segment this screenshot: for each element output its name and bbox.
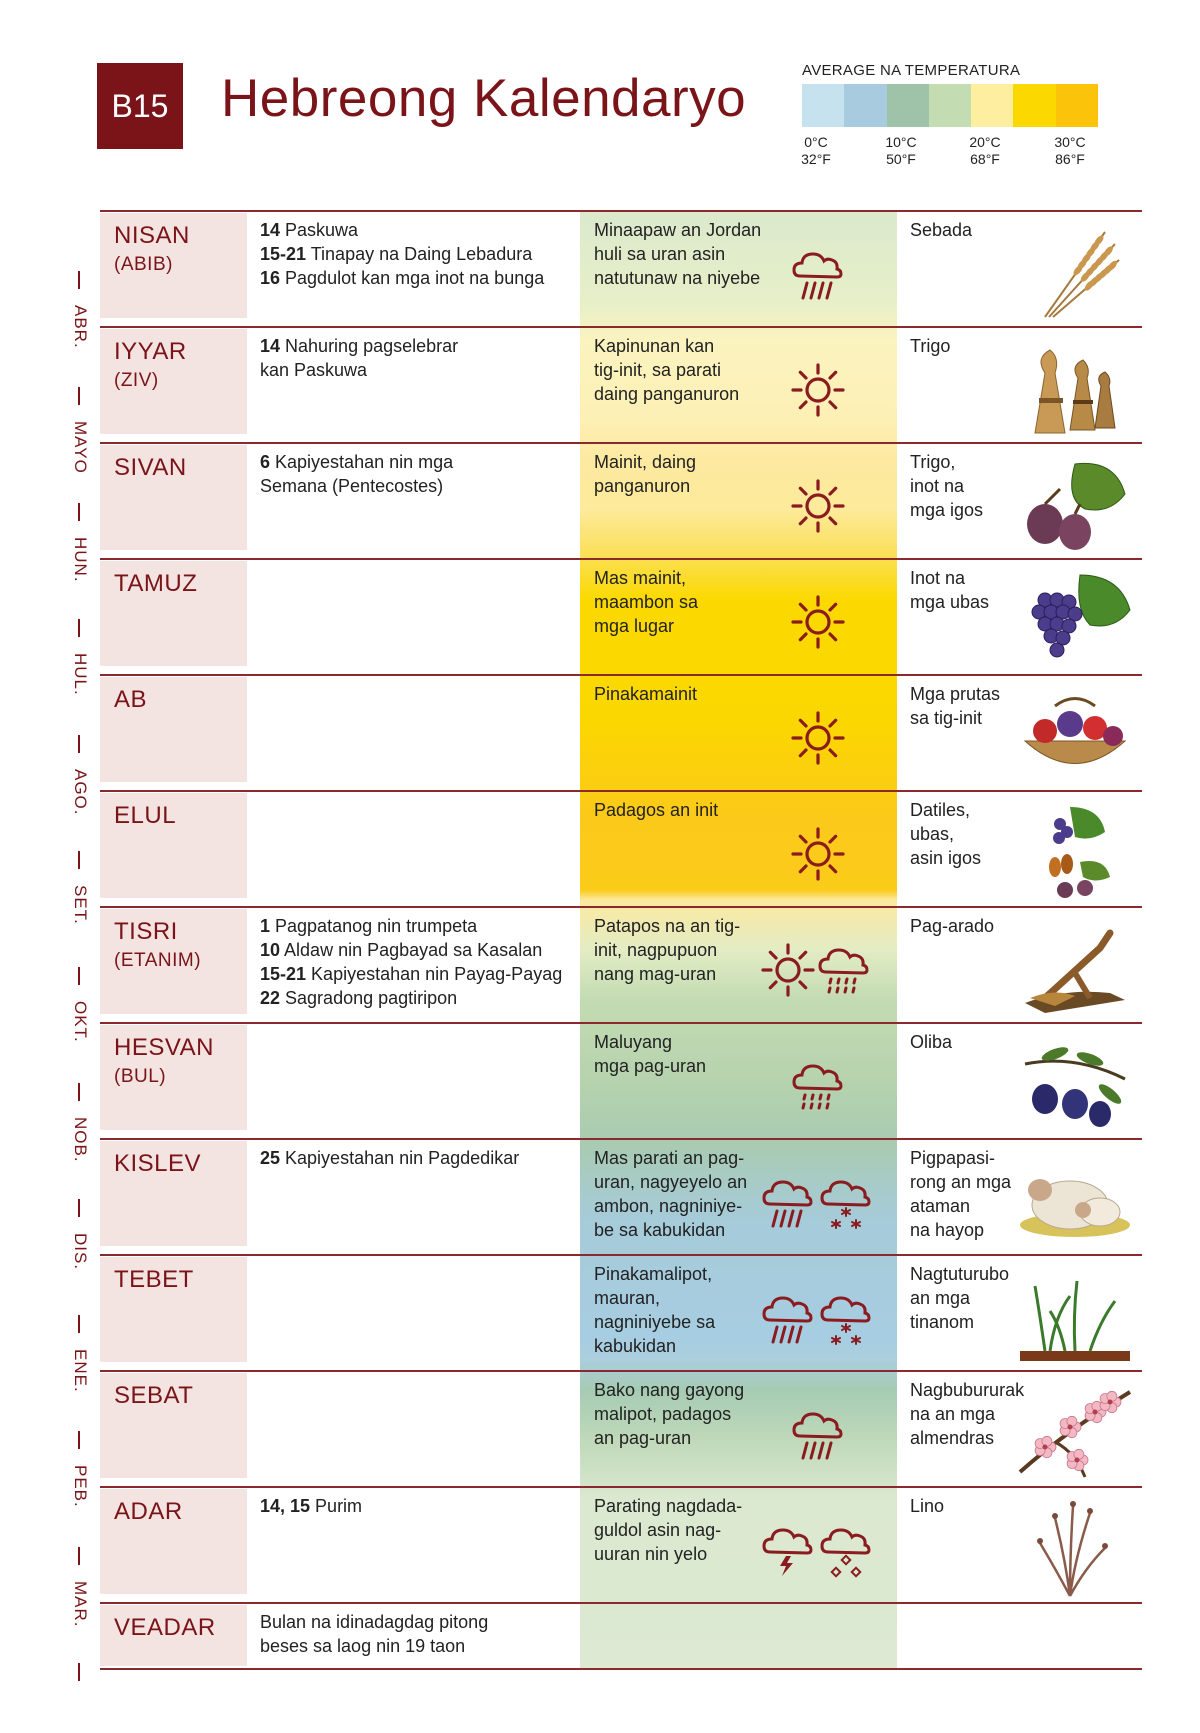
month-row-tebet [100,1254,1142,1370]
festival-text: beses sa laog nin 19 taon [260,1636,466,1656]
rain-cloud-icon [760,1290,816,1351]
month-name-cell [100,909,247,1014]
hebrew-month-name: VEADAR [114,1614,216,1641]
festival-text: Bulan na idinadagdag pitong [260,1612,489,1632]
climate-description: Maluyang mga pag-uran [594,1032,707,1076]
month-boundary-tick [78,387,80,405]
hebrew-month-name: AB [114,686,148,713]
agricultural-activity: Datiles, ubas, asin igos [910,800,982,868]
sun-icon [790,478,846,539]
hebrew-month-alt-name: (ABIB) [114,254,173,275]
festival-event [260,266,590,290]
festival-text: Tinapay na Daing Lebadura [306,244,533,264]
festival-text: Kapiyestahan nin Pagdedikar [280,1148,520,1168]
legend-swatch [844,84,886,127]
month-boundary-tick [78,503,80,521]
festival-text: Aldaw nin Pagbayad sa Kasalan [280,940,543,960]
month-boundary-tick [78,735,80,753]
gregorian-month-label: MAYO [71,421,90,474]
festival-day: 10 [260,940,281,960]
hebrew-month-name: SEBAT [114,1382,194,1409]
hebrew-month-name: TEBET [114,1266,194,1293]
month-row-veadar [100,1602,1142,1668]
month-row-iyyar [100,326,1142,442]
month-row-tisri [100,906,1142,1022]
festival-day: 14 [260,220,281,240]
hail-cloud-icon [818,1522,874,1583]
climate-description: Mas parati an pag- uran, nagyeyelo an ambon, nagniniye- be sa kabukidan [594,1148,748,1240]
gregorian-month-label: SET. [71,885,90,925]
month-boundary-tick [78,1199,80,1217]
festival-events [260,1146,590,1170]
month-name-cell [100,677,247,782]
month-boundary-tick [78,1663,80,1681]
hebrew-month-name: ADAR [114,1498,183,1525]
festival-day: 1 [260,916,271,936]
month-boundary-tick [78,619,80,637]
climate-description: Patapos na an tig- init, nagpupuon nang mag-uran [594,916,741,984]
hebrew-month-name: NISAN [114,222,190,249]
hebrew-month-name: KISLEV [114,1150,202,1177]
legend-tick-label: 0°C 32°F [801,134,831,167]
festival-event [260,1610,590,1658]
month-name-cell [100,445,247,550]
agricultural-activity: Oliba [910,1032,953,1052]
month-name-cell [100,213,247,318]
agricultural-activity: Lino [910,1496,945,1516]
festival-events [260,1494,590,1518]
festival-event [260,914,590,938]
festival-text: Kapiyestahan nin Payag-Payag [306,964,563,984]
hebrew-month-name: HESVAN [114,1034,214,1061]
month-row-kislev [100,1138,1142,1254]
flax-icon [1015,1498,1135,1603]
month-name-cell [100,1489,247,1594]
festival-event [260,962,590,986]
dates-grapes-figs-icon [1015,802,1135,907]
hebrew-month-alt-name: (ZIV) [114,370,159,391]
month-name-cell [100,329,247,434]
month-name-cell [100,561,247,666]
sheep-icon [1015,1150,1135,1255]
agricultural-activity: Trigo [910,336,951,356]
climate-description: Kapinunan kan tig-init, sa parati daing panganuron [594,336,740,404]
gregorian-month-label: AGO. [71,769,90,816]
festival-text: kan Paskuwa [260,360,368,380]
drizzle-cloud-icon [790,1058,846,1119]
month-boundary-tick [78,1431,80,1449]
gregorian-month-label: NOB. [71,1117,90,1163]
month-name-cell [100,1373,247,1478]
month-boundary-tick [78,967,80,985]
festival-event [260,450,590,498]
drizzle-cloud-icon [816,942,872,1003]
climate-description: Mainit, daing panganuron [594,452,697,496]
festival-day: 15-21 [260,244,307,264]
agricultural-activity: Sebada [910,220,973,240]
month-boundary-tick [78,1315,80,1333]
festival-event [260,242,590,266]
festival-text: Pagpatanog nin trumpeta [270,916,478,936]
rain-cloud-icon [790,1406,846,1467]
legend-swatch [1013,84,1055,127]
gregorian-month-label: ENE. [71,1349,90,1393]
legend-swatch [887,84,929,127]
barley-icon [1015,222,1135,327]
agricultural-activity: Mga prutas sa tig-init [910,684,1001,728]
fruit-basket-icon [1015,686,1135,791]
month-row-elul [100,790,1142,906]
climate-description: Parating nagdada- guldol asin nag- uuran nin yelo [594,1496,743,1564]
legend-tick-label: 30°C 86°F [1054,134,1086,167]
festival-event [260,334,590,382]
month-name-cell [100,1141,247,1246]
hebrew-month-name: TISRI [114,918,178,945]
wheat-sheaves-icon [1015,338,1135,443]
legend-swatch [971,84,1013,127]
festival-day: 6 [260,452,271,472]
festival-text: Purim [310,1496,363,1516]
festival-text: Kapiyestahan nin mga [270,452,454,472]
gregorian-month-label: HUN. [71,537,90,583]
month-row-hesvan [100,1022,1142,1138]
month-row-adar [100,1486,1142,1602]
festival-events [260,218,590,290]
sun-icon [760,942,816,1003]
thunder-cloud-icon [760,1522,816,1583]
festival-day: 25 [260,1148,281,1168]
climate-description: Minaapaw an Jordan huli sa uran asin natutunaw na niyebe [594,220,762,288]
gregorian-month-label: HUL. [71,653,90,696]
festival-events [260,914,590,1010]
legend-swatch [1056,84,1098,127]
sun-icon [790,594,846,655]
festival-text: Paskuwa [280,220,359,240]
month-name-cell [100,1257,247,1362]
almond-blossom-icon [1015,1382,1135,1487]
climate-description: Padagos an init [594,800,719,820]
climate-description: Pinakamalipot, mauran, nagniniyebe sa kabukidan [594,1264,716,1356]
row-divider [100,1668,1142,1670]
agricultural-activity: Nagbubururak na an mga almendras [910,1380,1025,1448]
month-boundary-tick [78,1083,80,1101]
month-boundary-tick [78,271,80,289]
agricultural-activity: Trigo, inot na mga igos [910,452,984,520]
month-row-ab [100,674,1142,790]
sun-icon [790,710,846,771]
olives-icon [1015,1034,1135,1139]
temperature-legend-title: AVERAGE NA TEMPERATURA [802,62,1021,79]
month-name-cell [100,1025,247,1130]
festival-day: 14 [260,336,281,356]
grapes-icon [1015,570,1135,675]
legend-swatch [802,84,844,127]
page-title: Hebreong Kalendaryo [221,69,747,128]
festival-text: Sagradong pagtiripon [280,988,458,1008]
festival-event [260,938,590,962]
hebrew-month-alt-name: (BUL) [114,1066,167,1087]
sun-icon [790,362,846,423]
hebrew-month-alt-name: (ETANIM) [114,950,202,971]
agricultural-activity: Pigpapasi- rong an mga ataman na hayop [910,1148,1012,1240]
month-boundary-tick [78,851,80,869]
festival-day: 14, 15 [260,1496,311,1516]
legend-tick-label: 20°C 68°F [969,134,1001,167]
gregorian-month-label: DIS. [71,1233,90,1271]
hebrew-month-name: TAMUZ [114,570,198,597]
gregorian-month-label: OKT. [71,1001,90,1043]
festival-event [260,1494,590,1518]
sun-icon [790,826,846,887]
climate-description: Mas mainit, maambon sa mga lugar [594,568,699,636]
month-row-tamuz [100,558,1142,674]
festival-text: Nahuring pagselebrar [280,336,459,356]
month-row-nisan [100,210,1142,326]
month-name-cell [100,793,247,898]
temperature-legend-bar [802,84,1098,127]
hebrew-month-name: ELUL [114,802,177,829]
hebrew-month-name: SIVAN [114,454,187,481]
legend-swatch [929,84,971,127]
legend-tick-label: 10°C 50°F [885,134,917,167]
snow-cloud-icon [818,1290,874,1351]
festival-event [260,1146,590,1170]
festival-day: 22 [260,988,281,1008]
agricultural-activity: Nagtuturubo an mga tinanom [910,1264,1010,1332]
festival-event [260,986,590,1010]
month-row-sebat [100,1370,1142,1486]
fig-icon [1015,454,1135,559]
gregorian-month-label: ABR. [71,305,90,349]
rain-cloud-icon [790,246,846,307]
month-name-cell [100,1605,247,1666]
hebrew-month-name: IYYAR [114,338,187,365]
agricultural-activity: Pag-arado [910,916,995,936]
snow-cloud-icon [818,1174,874,1235]
festival-day: 16 [260,268,281,288]
month-boundary-tick [78,1547,80,1565]
gregorian-month-label: PEB. [71,1465,90,1508]
plow-icon [1015,918,1135,1023]
climate-description: Bako nang gayong malipot, padagos an pag-uran [594,1380,745,1448]
festival-day: 15-21 [260,964,307,984]
festival-event [260,218,590,242]
festival-events [260,1610,590,1658]
agricultural-activity: Inot na mga ubas [910,568,990,612]
festival-events [260,450,590,498]
sprouts-icon [1015,1266,1135,1371]
rain-cloud-icon [760,1174,816,1235]
month-row-sivan [100,442,1142,558]
gregorian-month-label: MAR. [71,1581,90,1628]
climate-description: Pinakamainit [594,684,698,704]
festival-events [260,334,590,382]
chapter-badge: B15 [97,63,183,149]
festival-text: Pagdulot kan mga inot na bunga [280,268,545,288]
festival-text: Semana (Pentecostes) [260,476,444,496]
